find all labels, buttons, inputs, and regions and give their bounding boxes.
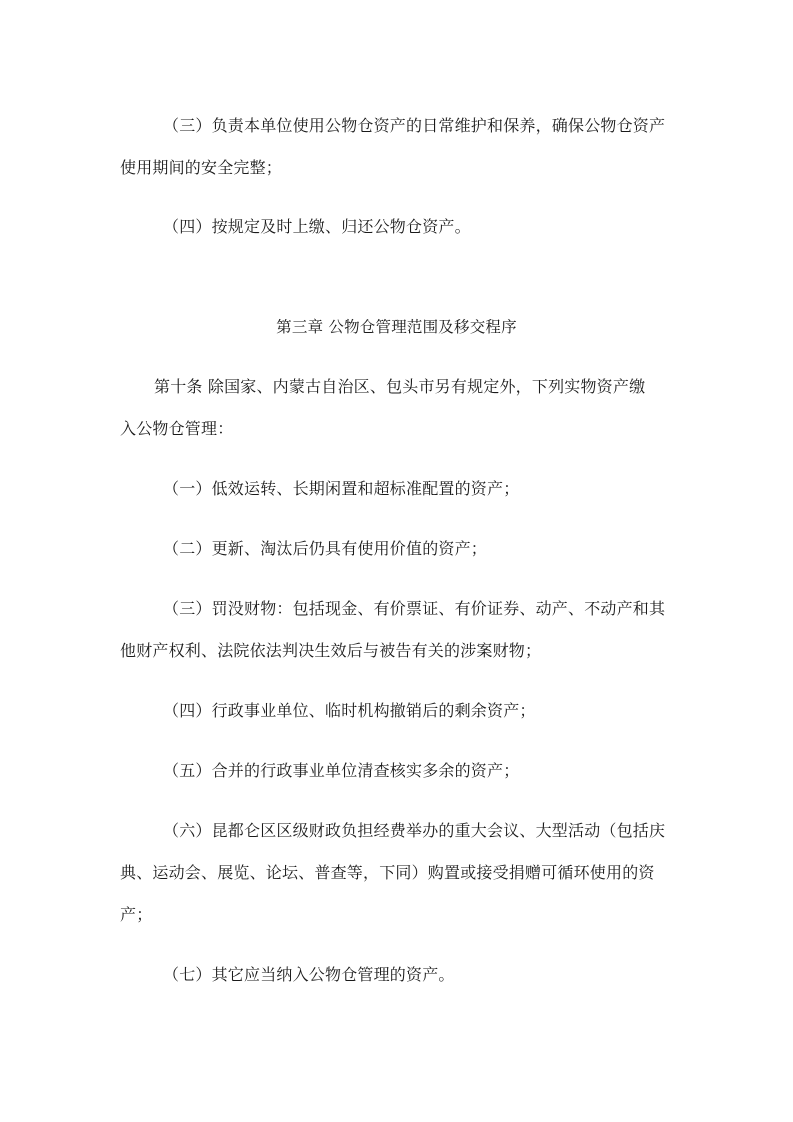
article-10-item-3-line-2: 他财产权利、法院依法判决生效后与被告有关的涉案财物； <box>120 641 542 660</box>
article-10-item-5: （五）合并的行政事业单位清查核实多余的资产； <box>163 761 520 780</box>
article-10-item-2: （二）更新、淘汰后仍具有使用价值的资产； <box>163 539 488 558</box>
article-10-item-6-line-2: 典、运动会、展览、论坛、普查等，下同）购置或接受捐赠可循环使用的资 <box>120 863 655 882</box>
article-10-item-1: （一）低效运转、长期闲置和超标准配置的资产； <box>163 479 520 498</box>
item-3-line-2: 使用期间的安全完整； <box>120 158 283 177</box>
article-10-item-4: （四）行政事业单位、临时机构撤销后的剩余资产； <box>163 701 536 720</box>
article-10-item-6-line-1: （六）昆都仑区区级财政负担经费举办的重大会议、大型活动（包括庆 <box>163 821 666 840</box>
item-3-line-1: （三）负责本单位使用公物仓资产的日常维护和保养，确保公物仓资产 <box>163 116 666 135</box>
article-10-line-2: 入公物仓管理： <box>120 419 234 438</box>
chapter-heading: 第三章 公物仓管理范围及移交程序 <box>276 318 517 336</box>
article-10-item-7: （七）其它应当纳入公物仓管理的资产。 <box>163 965 455 984</box>
article-10-item-6-line-3: 产； <box>120 905 153 924</box>
article-10-item-3-line-1: （三）罚没财物：包括现金、有价票证、有价证券、动产、不动产和其 <box>163 599 666 618</box>
item-4: （四）按规定及时上缴、归还公物仓资产。 <box>163 217 471 236</box>
article-10-line-1: 第十条 除国家、内蒙古自治区、包头市另有规定外，下列实物资产缴 <box>154 377 646 396</box>
